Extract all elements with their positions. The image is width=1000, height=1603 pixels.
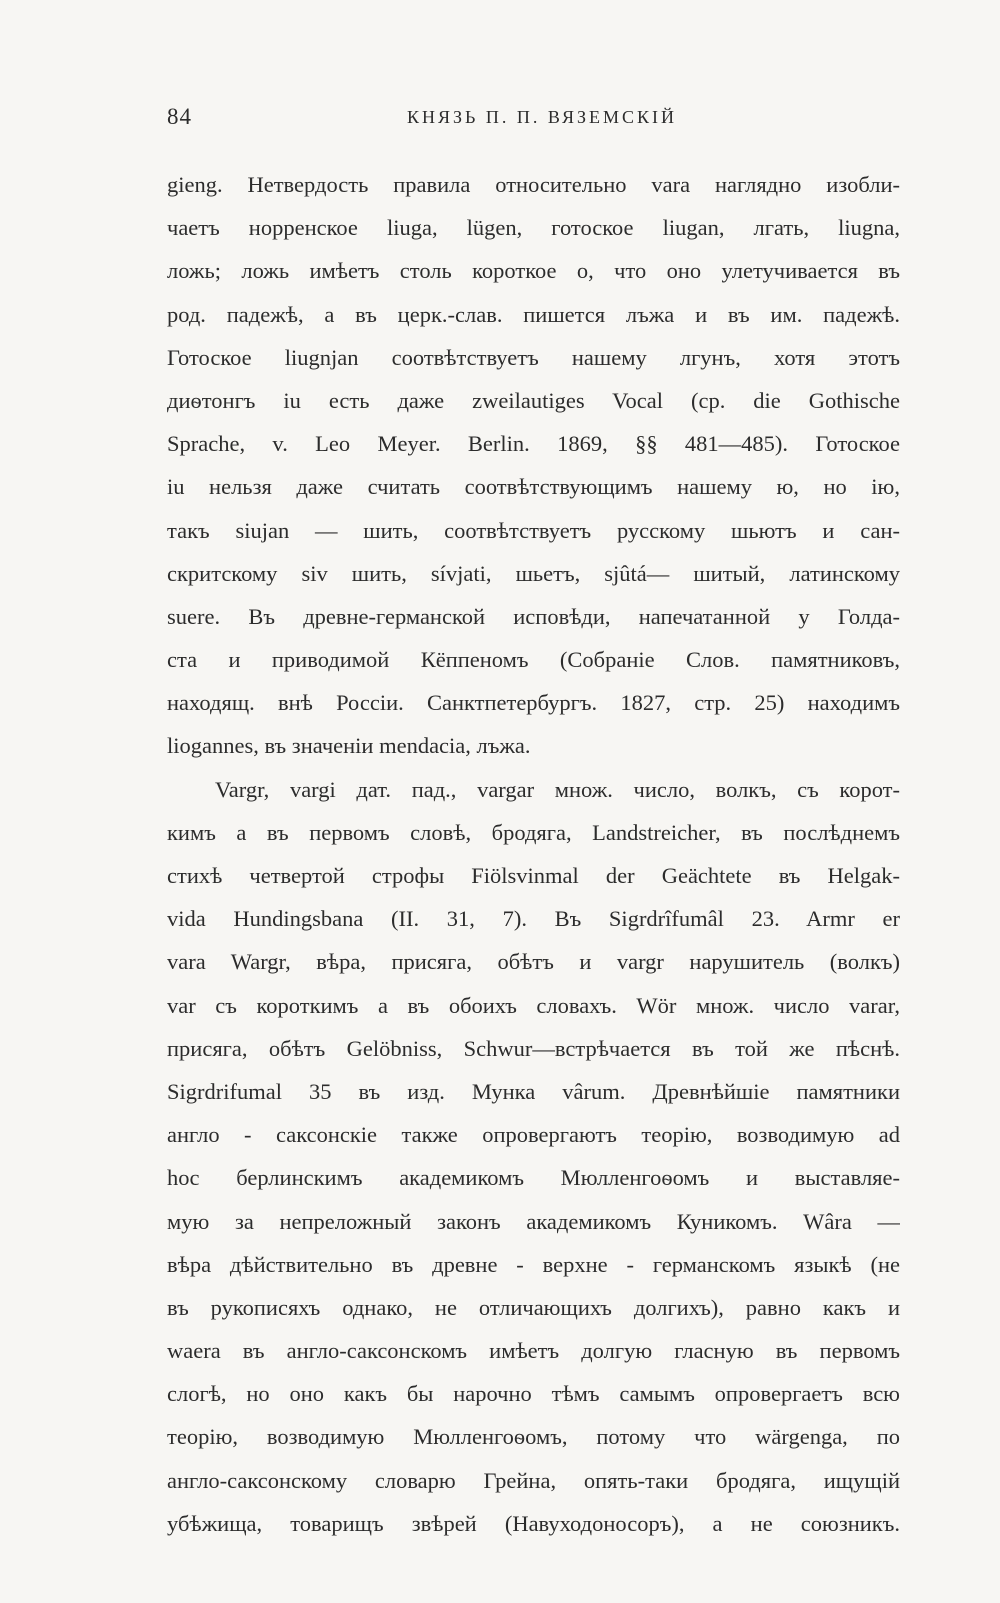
text-line-paragraph-start: Vargr, vargi дат. пад., vargar множ. число, волкъ, съ корот-: [215, 776, 900, 802]
page-number: 84: [167, 104, 192, 129]
text-line: род. падежѣ, а въ церк.-слав. пишется лъжа и въ им. падежѣ.: [167, 301, 900, 327]
text-line: убѣжища, товарищъ звѣрей (Навуходоносоръ), а не союзникъ.: [167, 1510, 900, 1536]
text-line: var съ короткимъ а въ обоихъ словахъ. Wör множ. число varar,: [167, 992, 900, 1018]
text-line: въ рукописяхъ однако, не отличающихъ долгихъ), равно какъ и: [167, 1294, 900, 1320]
text-line: кимъ а въ первомъ словѣ, бродяга, Landstreicher, въ послѣднемъ: [167, 819, 900, 845]
text-line: диѳтонгъ iu есть даже zweilautiges Vocal (ср. die Gothische: [167, 387, 900, 413]
text-line: Готоское liugnjan соотвѣтствуетъ нашему лгунъ, хотя этотъ: [167, 344, 900, 370]
text-line: мую за непреложный законъ академикомъ Куникомъ. Wâra —: [167, 1208, 900, 1234]
text-line: такъ siujan — шить, соотвѣтствуетъ русскому шьютъ и сан-: [167, 517, 900, 543]
text-line: слогѣ, но оно какъ бы нарочно тѣмъ самымъ опровергаетъ всю: [167, 1381, 900, 1407]
text-line: англо - саксонскіе также опровергаютъ теорію, возводимую ad: [167, 1122, 900, 1148]
text-line: waera въ англо-саксонскомъ имѣетъ долгую гласную въ первомъ: [167, 1338, 900, 1364]
text-line: ста и приводимой Кёппеномъ (Собраніе Слов. памятниковъ,: [167, 647, 900, 673]
text-line: теорію, возводимую Мюлленгоѳомъ, потому что wärgenga, по: [167, 1424, 900, 1450]
text-line: Sprache, v. Leo Meyer. Berlin. 1869, §§ 481—485). Готоское: [167, 431, 900, 457]
text-line-paragraph-end: liogannes, въ значеніи mendacia, лъжа.: [167, 733, 531, 759]
body-text: [167, 163, 900, 1545]
text-line: iu нельзя даже считать соотвѣтствующимъ нашему ю, но ію,: [167, 474, 900, 500]
text-line: gieng. Нетвердость правила относительно vara наглядно изобли-: [167, 172, 900, 197]
page-header: [167, 104, 900, 134]
text-line: suere. Въ древне-германской исповѣди, напечатанной у Голда-: [167, 603, 900, 629]
text-line: vara Wargr, вѣра, присяга, обѣтъ и vargr нарушитель (волкъ): [167, 949, 900, 975]
text-line: hoc берлинскимъ академикомъ Мюлленгоѳомъ и выставляе-: [167, 1165, 900, 1191]
text-line: Sigrdrifumal 35 въ изд. Мунка vârum. Древнѣйшіе памятники: [167, 1078, 900, 1104]
text-line: ложь; ложь имѣетъ столь короткое о, что оно улетучивается въ: [167, 258, 900, 284]
text-line: стихѣ четвертой строфы Fiölsvinmal der Geächtete въ Helgak-: [167, 863, 900, 888]
text-line: присяга, обѣтъ Gelöbniss, Schwur—встрѣчается въ той же пѣснѣ.: [167, 1035, 900, 1061]
running-head: КНЯЗЬ П. П. ВЯЗЕМСКІЙ: [407, 107, 677, 127]
text-line: находящ. внѣ Россіи. Санктпетербургъ. 1827, стр. 25) находимъ: [167, 690, 900, 716]
text-line: скритскому siv шить, sívjati, шьетъ, sjûtá— шитый, латинскому: [167, 560, 900, 586]
text-line: вѣра дѣйствительно въ древне - верхне - германскомъ языкѣ (не: [167, 1251, 900, 1277]
text-line: vida Hundingsbana (II. 31, 7). Въ Sigrdrîfumâl 23. Armr er: [167, 906, 900, 932]
text-line: англо-саксонскому словарю Грейна, опять-таки бродяга, ищущій: [167, 1467, 900, 1493]
text-line: чаетъ норренское liuga, lügen, готоское liugan, лгать, liugna,: [167, 215, 900, 241]
